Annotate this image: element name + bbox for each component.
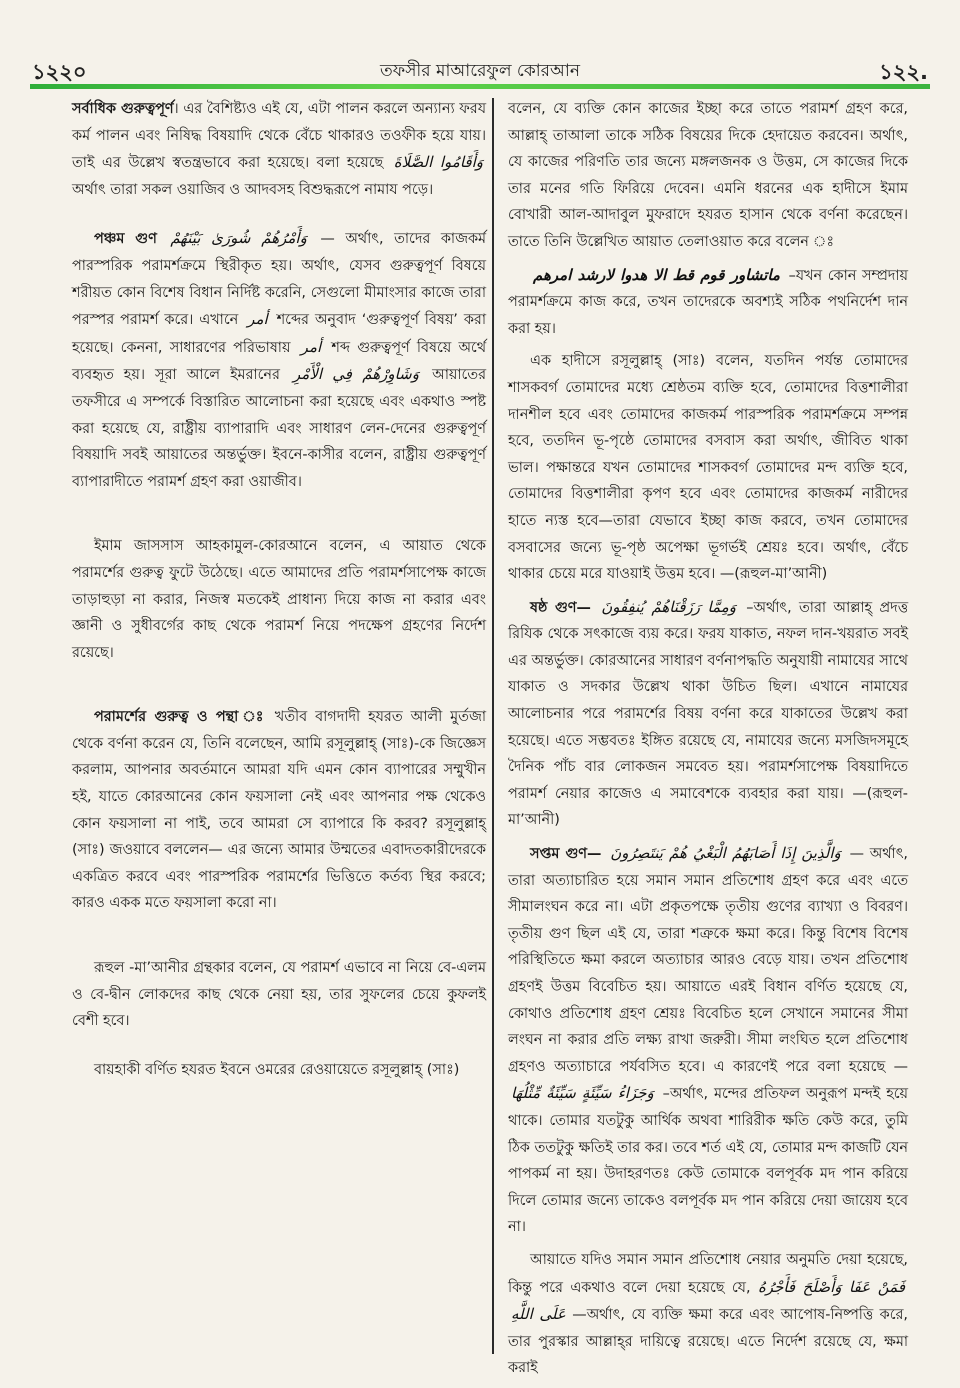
text-span: শব্দ গুরুত্বপূর্ণ বিষয়ে অর্থে ব্যবহৃত হয়। সূরা আলে ইমরানের [72,339,487,384]
right-paragraph-4 [508,594,908,834]
arabic-word: أمر [247,310,268,329]
left-paragraph-4 [72,704,486,917]
left-paragraph-1 [72,96,486,203]
arabic-verse: فَمَنْ عَفَا وَأَصْلَحَ فَأَجْرُهُ عَلَى اللَّهِ [511,1277,905,1324]
text-span: — অর্থাৎ, তারা অত্যাচারিত হয়ে সমান সমান প্রতিশোধ গ্রহণ করে এবং এতে সীমালংঘন করে না। এটা প্রকৃতপক্ষে তৃতীয় গুণের ব্যাখ্যা ও বিবরণ। তৃতীয় গুণ ছিল এই যে, তারা শত্রুকে ক্ষমা করে। কিন্তু বিশেষ বিশেষ পরিস্থিতিতে ক্ষমা করলে অত্যাচার আরও বেড়ে যায়। তখন প্রতিশোধ গ্রহণই উত্তম বিবেচিত হয়। আয়াতে এরই বিধান বর্ণিত হয়েছে যে, কোথাও প্রতিশোধ গ্রহণ শ্রেয়ঃ বিবেচিত হলে সেখানে সমানের সীমা লংঘন না করার প্রতি লক্ষ্য রাখা জরুরী। সীমা লংঘিত হলে প্রতিশোধ গ্রহণও অত্যাচারে পর্যবসিত হবে। এ কারণেই পরে বলা হয়েছে — [508,846,908,1075]
section-heading: ষষ্ঠ গুণ— [530,599,591,616]
text-span: — অর্থাৎ, তাদের কাজকর্ম পারস্পরিক পরামর্শক্রমে স্থিরীকৃত হয়। অর্থাৎ, যেসব গুরুত্বপূর্ণ বিষয়ে শরীয়ত কোন বিশেষ বিধান নির্দিষ্ট করেনি, সেগুলো মীমাংসার কাজে তারা পরস্পর পরামর্শ করে। এখানে [72,231,487,329]
text-span: –অর্থাৎ, মন্দের প্রতিফল অনুরূপ মন্দই হয়ে থাকে। তোমার যতটুকু আর্থিক অথবা শারিরীক ক্ষতি কেউ করে, তুমি ঠিক ততটুকু ক্ষতিই তার কর। তবে শর্ত এই যে, তোমার মন্দ কাজটি যেন পাপকর্ম না হয়। উদাহরণতঃ কেউ তোমাকে বলপূর্বক মদ পান করিয়ে দিলে তোমার জন্যে তাকেও বলপূর্বক মদ পান করিয়ে দেয়া জায়েয হবে না। [508,1086,909,1236]
text-span: শব্দের অনুবাদ ‘গুরুত্বপূর্ণ বিষয়’ করা হয়েছে। কেননা, সাধারণের পরিভাষায় [72,312,486,356]
arabic-word: أمر [300,337,322,356]
running-title: তফসীর মাআরেফুল কোরআন [380,61,580,81]
header-rule [30,84,930,89]
left-paragraph-5: রূহুল -মা’আনীর গ্রন্থকার বলেন, যে পরামর্শ এভাবে না নিয়ে বে-এলম ও বে-দ্বীন লোকদের কাছ থেকে নেয়া হয়, তার সুফলের চেয়ে কুফলই বেশী হবে। [72,960,486,1030]
page-number-right: ১২২. [879,60,928,84]
section-heading: পরামর্শের গুরুত্ব ও পন্থা ঃ [94,709,267,726]
left-column [72,96,486,1089]
text-span: খতীব বাগদাদী হযরত আলী মুর্তজা থেকে বর্ণনা করেন যে, তিনি বলেছেন, আমি রসূলুল্লাহ্ (সাঃ)-কে জিজ্ঞেস করলাম, আপনার অবর্তমানে আমরা যদি এমন কোন ব্যাপারের সম্মুখীন হই, যাতে কোরআনের কোন ফয়সালা নেই এবং আপনার পক্ষ থেকেও কোন ফয়সালা না পাই, তবে আমরা সে ব্যাপারে কি করব? রসূলুল্লাহ্ (সাঃ) জওয়াবে বললেন— এর জন্যে আমার উম্মতের এবাদতকারীদেরকে একত্রিত করবে এবং পারস্পরিক পরামর্শের ভিত্তিতে কর্তব্য স্থির করবে; কারও একক মতে ফয়সালা করো না। [72,709,486,912]
right-paragraph-5 [508,840,908,1241]
arabic-verse: وَالَّذِينَ إِذَا أَصَابَهُمُ الْبَغْيُ هُمْ يَنتَصِرُونَ [610,844,841,863]
arabic-hadith: ماتشاور قوم قط الا هدوا لارشد امرهم [533,265,780,284]
right-paragraph-3: এক হাদীসে রসূলুল্লাহ্ (সাঃ) বলেন, যতদিন পর্যন্ত তোমাদের শাসকবর্গ তোমাদের মধ্যে শ্রেষ্ঠতম ব্যক্তি হবে, তোমাদের বিত্তশালীরা দানশীল হবে এবং তোমাদের কাজকর্ম পারস্পরিক পরামর্শক্রমে সম্পন্ন হবে, ততদিন ভূ-পৃষ্ঠে তোমাদের বসবাস করা অর্থাৎ, জীবিত থাকা ভাল। পক্ষান্তরে যখন তোমাদের শাসকবর্গ তোমাদের মন্দ ব্যক্তি হবে, তোমাদের বিত্তশালীরা কৃপণ হবে এবং তোমাদের কাজকর্ম নারীদের হাতে ন্যস্ত হবে—তারা যেভাবে ইচ্ছা কাজ করবে, তখন তোমাদের বসবাসের জন্যে ভূ-পৃষ্ঠ অপেক্ষা ভূগর্ভই শ্রেয়ঃ হবে। অর্থাৎ, বেঁচে থাকার চেয়ে মরে যাওয়াই উত্তম হবে। —(রূহুল-মা’আনী) [508,353,908,583]
text-span: –যখন কোন সম্প্রদায় পরামর্শক্রমে কাজ করে, তখন তাদেরকে অবশ্যই সঠিক পথনির্দেশ দান করা হয়। [508,267,908,337]
text-span: আয়াতের তফসীরে এ সম্পর্কে বিস্তারিত আলোচনা করা হয়েছে এবং একথাও স্পষ্ট করা হয়েছে যে, রাষ্ট্রীয় ব্যাপারাদি এবং সাধারণ লেন-দেনের গুরুত্বপূর্ণ বিষয়াদি সবই আয়াতের অন্তর্ভুক্ত। ইবনে-কাসীর বলেন, রাষ্ট্রীয় গুরুত্বপূর্ণ ব্যাপারাদীতে পরামর্শ গ্রহণ করা ওয়াজীব। [72,367,487,490]
text-span: –অর্থাৎ, তারা আল্লাহ্ প্রদত্ত রিযিক থেকে সৎকাজে ব্যয় করে। ফরয যাকাত, নফল দান-খয়রাত সবই এর অন্তর্ভুক্ত। কোরআনের সাধারণ বর্ণনাপদ্ধতি অনুযায়ী নামাযের সাথে যাকাত ও সদকার উল্লেখ থাকা উচিত ছিল। এখানে নামাযের আলোচনার পরে পরামর্শের বিষয় বর্ণনা করে যাকাতের উল্লেখ করা হয়েছে। এতে সম্ভবতঃ ইঙ্গিত রয়েছে যে, নামাযের জন্যে মসজিদসমূহে দৈনিক পাঁচ বার লোকজন সমবেত হয়। পরামর্শসাপেক্ষ বিষয়াদিতে পরামর্শ নেয়ার কাজেও এ সমাবেশকে ব্যবহার করা যায়। —(রূহুল-মা’আনী) [508,599,908,829]
arabic-verse: وَمِمَّا رَزَقْنَاهُمْ يُنفِقُونَ [601,597,736,616]
text-span: আয়াতে যদিও সমান সমান প্রতিশোধ নেয়ার অনুমতি দেয়া হয়েছে, কিন্তু পরে একথাও বলে দেয়া হয়েছে যে, [508,1251,908,1296]
text-span: —অর্থাৎ, যে ব্যক্তি ক্ষমা করে এবং আপোষ-নিষ্পত্তি করে, তার পুরস্কার আল্লাহ্‌র দায়িত্বে রয়েছে। এতে নির্দেশ রয়েছে যে, ক্ষমা করাই [508,1307,909,1377]
right-paragraph-1: বলেন, যে ব্যক্তি কোন কাজের ইচ্ছা করে তাতে পরামর্শ গ্রহণ করে, আল্লাহ্ তাআলা তাকে সঠিক বিষয়ের দিকে হেদায়েত করবেন। অর্থাৎ, যে কাজের পরিণতি তার জন্যে মঙ্গলজনক ও উত্তম, সে কাজের দিকে তার মনের গতি ফিরিয়ে দেবেন। এমনি ধরনের এক হাদীসে ইমাম বোখারী আল-আদাবুল মুফরাদে হযরত হাসান থেকে বর্ণনা করেছেন। তাতে তিনি উল্লেখিত আয়াত তেলাওয়াত করে বলেন ঃ [508,101,908,250]
text-span: । এর বৈশিষ্ট্যও এই যে, এটা পালন করলে অন্যান্য ফরয কর্ম পালন এবং নিষিদ্ধ বিষয়াদি থেকে বেঁচে থাকারও তওফীক হয়ে যায়। তাই এর উল্লেখ স্বতন্ত্রভাবে করা হয়েছে। বলা হয়েছে [72,101,486,172]
right-paragraph-2 [508,262,908,343]
column-divider [492,98,494,1354]
arabic-verse: وَشَاوِرْهُمْ فِي الْأَمْرِ [293,365,419,384]
text-span: অর্থাৎ তারা সকল ওয়াজিব ও আদবসহ বিশুদ্ধরূপে নামায পড়ে। [72,181,434,198]
right-paragraph-6 [508,1247,908,1382]
page-number-left: ১২২০ [32,60,87,84]
left-paragraph-6: বায়হাকী বর্ণিত হযরত ইবনে ওমরের রেওয়ায়েতে রসূলুল্লাহ্ (সাঃ) [94,1061,460,1078]
right-column [508,96,908,1388]
page-header [30,52,930,82]
arabic-verse: وَجَزَاءُ سَيِّئَةٍ سَيِّئَةٌ مِّثْلُهَا [511,1084,654,1103]
left-paragraph-3: ইমাম জাসসাস আহকামুল-কোরআনে বলেন, এ আয়াত থেকে পরামর্শের গুরুত্ব ফুটে উঠেছে। এতে আমাদের প্রতি পরামর্শসাপেক্ষ কাজে তাড়াহুড়া না করার, নিজস্ব মতকেই প্রাধান্য দিয়ে কাজ না করার এবং জ্ঞানী ও সুধীবর্গের কাছ থেকে পরামর্শ নিয়ে পদক্ষেপ গ্রহণের নির্দেশ রয়েছে। [72,538,486,661]
arabic-verse: وَأَمْرُهُمْ شُورَىٰ بَيْنَهُمْ [170,229,307,248]
left-paragraph-2 [72,225,486,495]
section-heading: সপ্তম গুণ— [530,846,602,863]
arabic-verse: وَأَقَامُوا الصَّلَاةَ [393,153,483,172]
bold-lead: সর্বাধিক গুরুত্বপূর্ণ [72,101,174,117]
section-heading: পঞ্চম গুণ [94,231,157,248]
